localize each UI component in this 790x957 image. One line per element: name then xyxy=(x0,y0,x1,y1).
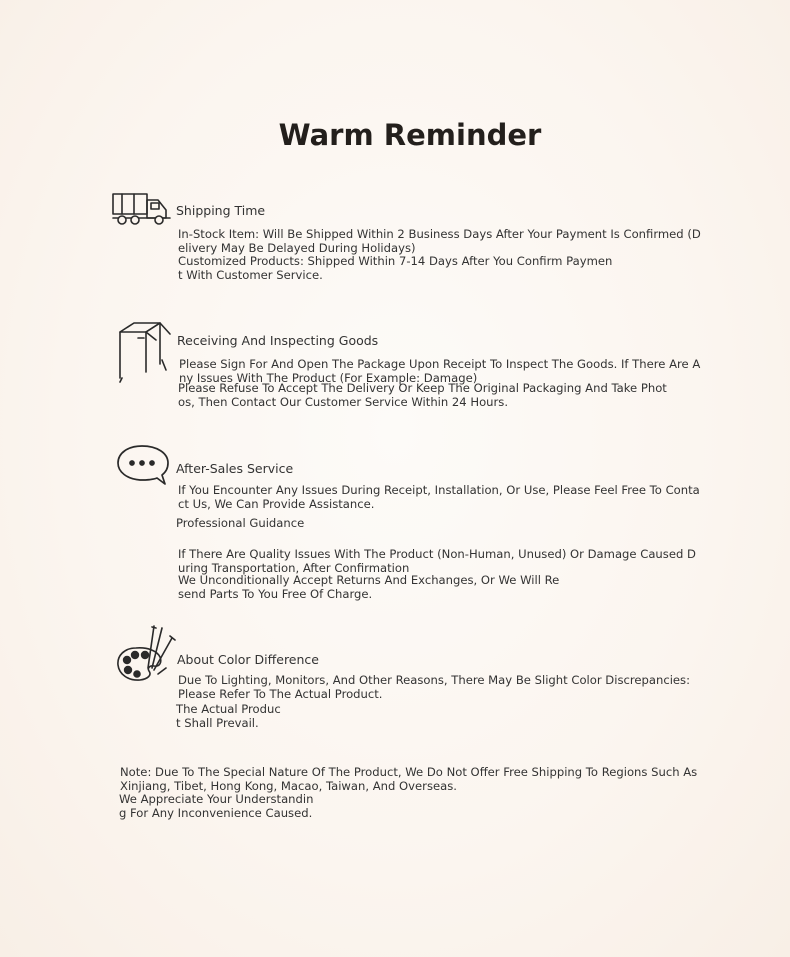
truck-icon xyxy=(110,190,176,228)
note-paragraph-appreciation: We Appreciate Your Understandin g For Any Inconvenience Caused. xyxy=(119,792,314,820)
receiving-paragraph-inspect: Please Sign For And Open The Package Upon Receipt To Inspect The Goods. If There Are A ny Issues With The Product (For Example: Damage) xyxy=(179,357,701,385)
box-icon xyxy=(116,320,176,384)
section-heading-after-sales: After-Sales Service xyxy=(176,461,294,476)
receiving-paragraph-refuse: Please Refuse To Accept The Delivery Or Keep The Original Packaging And Take Phot os, Then Contact Our Customer Service Within 24 Hours. xyxy=(178,381,667,409)
section-heading-receiving: Receiving And Inspecting Goods xyxy=(177,333,379,348)
after-sales-paragraph-returns: We Unconditionally Accept Returns And Exchanges, Or We Will Re send Parts To You Free Of Charge. xyxy=(178,573,560,601)
after-sales-paragraph-contact: If You Encounter Any Issues During Receipt, Installation, Or Use, Please Feel Free To Conta ct Us, We Can Provide Assistance. xyxy=(178,483,700,511)
color-paragraph-prevail: The Actual Produc t Shall Prevail. xyxy=(176,702,281,730)
section-heading-shipping: Shipping Time xyxy=(176,203,266,218)
section-heading-color: About Color Difference xyxy=(177,652,319,667)
paint-palette-icon xyxy=(114,624,178,686)
chat-bubble-icon xyxy=(116,444,172,488)
page-title: Warm Reminder xyxy=(278,118,542,152)
after-sales-paragraph-guidance: Professional Guidance xyxy=(176,516,305,530)
shipping-paragraph-instock: In-Stock Item: Will Be Shipped Within 2 Business Days After Your Payment Is Confirmed (D elivery May Be Delayed During Holidays) xyxy=(178,227,701,255)
after-sales-paragraph-quality: If There Are Quality Issues With The Product (Non-Human, Unused) Or Damage Caused D uring Transportation, After Confirmation xyxy=(178,547,696,575)
color-paragraph-discrepancy: Due To Lighting, Monitors, And Other Reasons, There May Be Slight Color Discrepancies: Please Refer To The Actual Product. xyxy=(178,673,690,701)
note-paragraph-shipping-regions: Note: Due To The Special Nature Of The Product, We Do Not Offer Free Shipping To Regions Such As Xinjiang, Tibet, Hong Kong, Macao, Taiwan, And Overseas. xyxy=(120,765,698,793)
shipping-paragraph-customized: Customized Products: Shipped Within 7-14 Days After You Confirm Paymen t With Customer Service. xyxy=(178,254,613,282)
